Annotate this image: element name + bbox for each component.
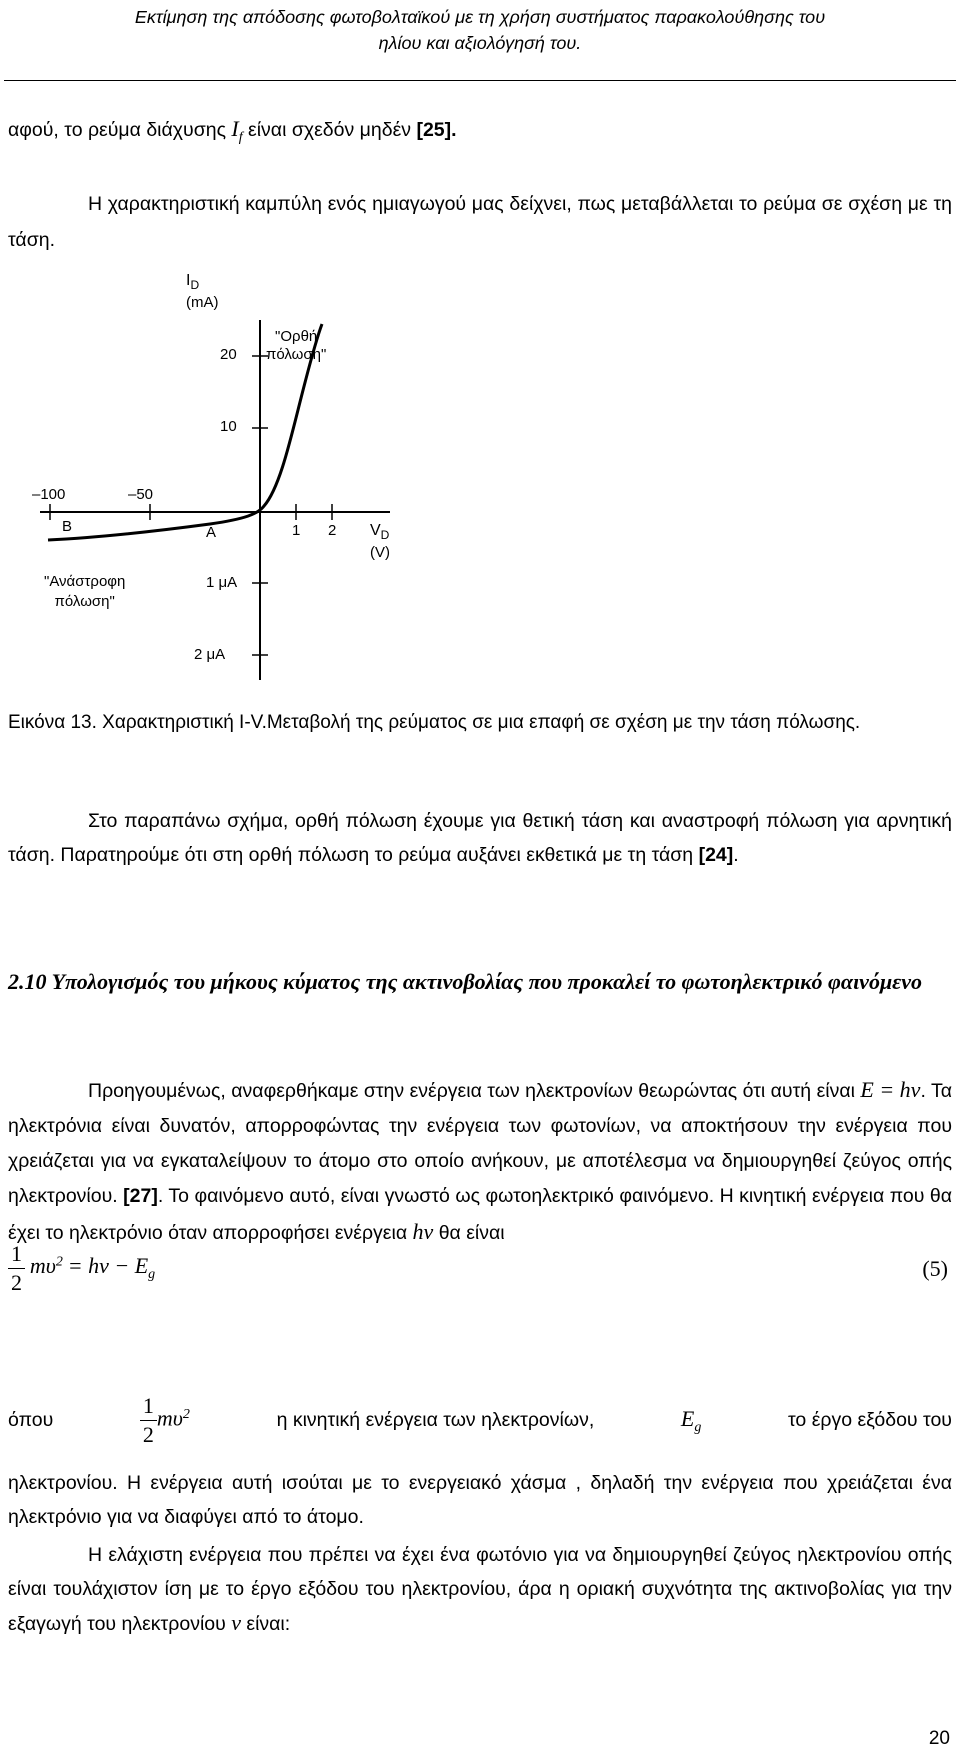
- tick-20: 20: [220, 346, 237, 363]
- paragraph-4-part-1: Προηγουμένως, αναφερθήκαμε στην ενέργεια των ηλεκτρονίων θεωρώντας ότι αυτή είναι: [88, 1080, 861, 1102]
- header-line-2: ηλίου και αξιολόγησή του.: [378, 33, 582, 53]
- paragraph-5-text-1: η κινητική ενέργεια των ηλεκτρονίων,: [276, 1409, 595, 1431]
- fraction-numerator: 1: [8, 1240, 25, 1269]
- page-number: 20: [928, 1728, 950, 1749]
- equation-superscript: 2: [55, 1254, 63, 1270]
- equation-number: (5): [922, 1256, 948, 1281]
- paragraph-1-text-after: είναι σχεδόν μηδέν: [242, 119, 417, 141]
- x-axis-sub: D: [380, 528, 390, 542]
- formula-e-hv: E = hν: [860, 1077, 921, 1102]
- paragraph-6-end: είναι:: [240, 1613, 291, 1635]
- symbol-Eg: E: [680, 1405, 695, 1431]
- equation-lhs: mυ: [29, 1252, 56, 1278]
- equation-fraction: [8, 1240, 25, 1297]
- work-function-expr: [681, 1406, 701, 1436]
- y-axis-sub: D: [190, 278, 200, 292]
- kinetic-mv: mυ: [156, 1405, 183, 1431]
- kinetic-fraction-den: 2: [142, 1422, 154, 1447]
- x-axis-label: [370, 522, 390, 562]
- tick-minus-50: –50: [128, 486, 154, 503]
- ref-25: [25].: [416, 119, 457, 141]
- reverse-bias-label: [44, 572, 125, 612]
- paragraph-5-text-2: το έργο εξόδου του: [788, 1409, 952, 1431]
- equation-subscript: g: [148, 1266, 156, 1282]
- section-number: 2.10: [8, 969, 47, 994]
- x-axis-symbol: V: [370, 522, 381, 539]
- point-A-label: A: [206, 524, 217, 541]
- symbol-I: I: [231, 116, 239, 141]
- header-rule: [4, 80, 956, 81]
- tick-minus-100: –100: [32, 486, 66, 503]
- paragraph-4-part-4: θα είναι: [433, 1222, 505, 1244]
- kinetic-fraction: [140, 1392, 157, 1449]
- y-axis-label: [186, 272, 219, 312]
- section-title: Υπολογισμός του μήκους κύματος της ακτινοβολίας που προκαλεί το φωτοηλεκτρικό φαινόμενο: [51, 969, 922, 994]
- fraction-denominator: 2: [11, 1270, 22, 1295]
- point-B-label: B: [62, 518, 73, 535]
- y-axis-unit: (mA): [186, 294, 219, 311]
- forward-bias-line-1: "Ορθή: [275, 328, 318, 345]
- tick-10: 10: [220, 418, 237, 435]
- kinetic-energy-expr: [140, 1392, 190, 1449]
- paragraph-3: [8, 804, 952, 872]
- kinetic-sup: 2: [182, 1407, 190, 1423]
- ref-24: [24]: [698, 844, 734, 866]
- y-axis-symbol: I: [186, 272, 191, 289]
- paragraph-5-rest: [8, 1466, 952, 1534]
- paragraph-3-end: .: [733, 844, 739, 866]
- paragraph-4-part-2: . Τα ηλεκτρόνια είναι δυνατόν, απορροφώντας την ενέργεια των φωτονίων, να αποκτήσουν την ενέργεια που χρειάζεται για να εγκαταλείψουν το άτομο στο οποίο ανήκουν, με αποτέλεσμα να δημιουργηθεί ζεύγος οπής ηλεκτρονίου.: [8, 1080, 952, 1207]
- paragraph-1-text: αφού, το ρεύμα διάχυσης: [8, 119, 232, 141]
- forward-bias-line-2: πόλωση": [266, 346, 327, 363]
- tick-1: 1: [292, 522, 301, 539]
- forward-bias-label: [266, 328, 326, 364]
- tick-2-microamp: 2 μA: [194, 646, 226, 663]
- tick-1-microamp: 1 μA: [206, 574, 238, 591]
- symbol-nu: ν: [231, 1610, 241, 1635]
- kinetic-fraction-num: 1: [140, 1392, 157, 1421]
- paragraph-6: [8, 1538, 952, 1641]
- symbol-Eg-sub: g: [694, 1419, 702, 1435]
- equation-5: [8, 1240, 155, 1297]
- paragraph-6-text: Η ελάχιστη ενέργεια που πρέπει να έχει ένα φωτόνιο για να δημιουργηθεί ζεύγος ηλεκτρονίου οπής είναι τουλάχιστον ίση με το έργο εξόδου του ηλεκτρονίου, άρα η οριακή συχνότητα της ακτινοβολίας για την εξαγωγή του ηλεκτρονίου: [8, 1544, 952, 1635]
- symbol-f-sub: f: [238, 129, 243, 145]
- paragraph-2-text: Η χαρακτηριστική καμπύλη ενός ημιαγωγού μας δείχνει, πως μεταβάλλεται το ρεύμα σε σχέση με τη τάση.: [8, 193, 952, 251]
- tick-2: 2: [328, 522, 337, 539]
- paragraph-5-rest-text: ηλεκτρονίου. Η ενέργεια αυτή ισούται με το ενεργειακό χάσμα , δηλαδή την ενέργεια που χρειάζεται ένα ηλεκτρόνιο για να διαφύγει από το άτομο.: [8, 1472, 952, 1528]
- x-axis-unit: (V): [370, 544, 390, 561]
- paragraph-3-text: Στο παραπάνω σχήμα, ορθή πόλωση έχουμε για θετική τάση και αναστροφή πόλωση για αρνητική τάση. Παρατηρούμε ότι στη ορθή πόλωση το ρεύμα αυξάνει εκθετικά με τη τάση: [8, 810, 952, 866]
- paragraph-2: [8, 186, 952, 258]
- ref-27: [27]: [123, 1185, 158, 1207]
- figure-caption: Εικόνα 13. Χαρακτηριστική I-V.Μεταβολή της ρεύματος σε μια επαφή σε σχέση με την τάση πόλωσης.: [8, 712, 861, 733]
- reverse-bias-line-1: "Ανάστροφη: [44, 573, 126, 590]
- reverse-bias-line-2: πόλωση": [54, 593, 115, 610]
- iv-characteristic-figure: [30, 272, 410, 690]
- symbol-hv: hν: [412, 1219, 434, 1244]
- header-line-1: Εκτίμηση της απόδοσης φωτοβολταϊκού με τη χρήση συστήματος παρακολούθησης του: [134, 7, 826, 27]
- paragraph-1: [8, 116, 457, 146]
- paragraph-5-first-line: [8, 1392, 952, 1449]
- paragraph-4: [8, 1072, 952, 1251]
- paragraph-4-part-3: . Το φαινόμενο αυτό, είναι γνωστό ως φωτοηλεκτρικό φαινόμενο. Η κινητική ενέργεια που θα έχει το ηλεκτρόνιο όταν απορροφήσει ενέργεια: [8, 1185, 952, 1244]
- where-word: όπου: [8, 1409, 54, 1431]
- section-heading: [8, 964, 952, 1000]
- equation-rhs: = hν − E: [67, 1252, 149, 1278]
